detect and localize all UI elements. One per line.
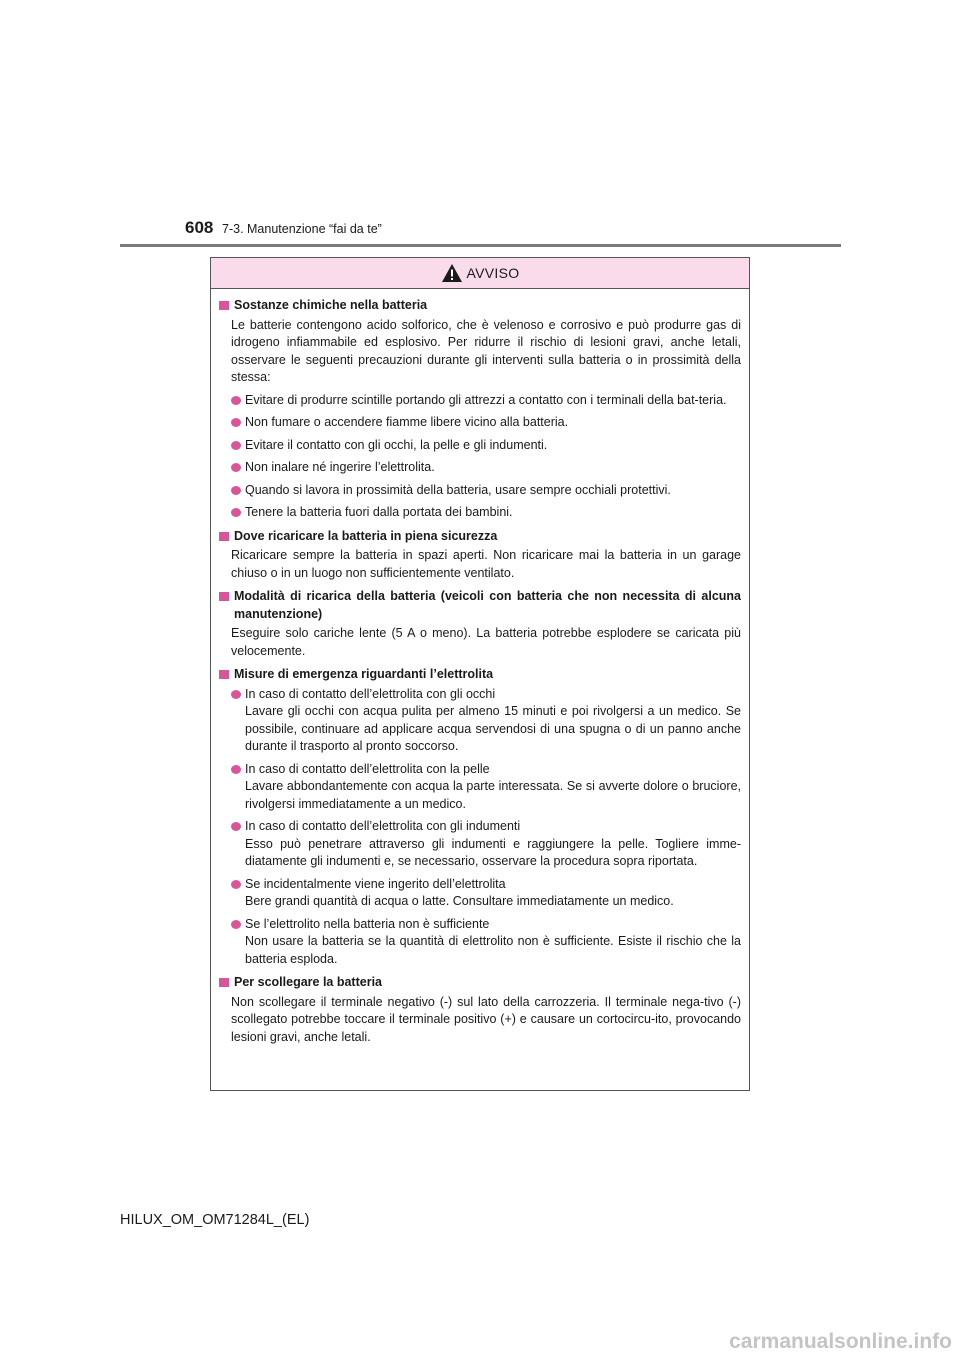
bullet-title: Se l’elettrolito nella batteria non è sufficiente <box>245 916 490 931</box>
bullet-item <box>231 818 741 871</box>
bullet-text <box>245 459 741 477</box>
section-paragraph: Non scollegare il terminale negativo (-) sul lato della carrozzeria. Il terminale nega-tivo (-) scollegato potrebbe toccare il terminale positivo (+) e causare un cortocircu-ito, provocando lesioni gravi, anche letali. <box>231 994 741 1044</box>
square-bullet-icon <box>219 978 229 987</box>
bullet-title: Non fumare o accendere fiamme libere vicino alla batteria. <box>245 415 569 429</box>
bullet-item <box>231 437 741 455</box>
section-paragraph: Ricaricare sempre la batteria in spazi aperti. Non ricaricare mai la batteria in un garage chiuso o in un luogo non sufficientemente ventilato. <box>231 548 741 580</box>
section-paragraph: Le batterie contengono acido solforico, che è velenoso e corrosivo e può produrre gas di idrogeno infiammabile ed esplosivo. Per ridurre il rischio di lesioni gravi, anche letali, osservare le seguenti precauzioni durante gli interventi sulla batteria o in prossimità della stessa: <box>231 317 741 384</box>
square-bullet-icon <box>219 592 229 601</box>
bullet-text <box>245 482 741 500</box>
circle-bullet-icon <box>231 441 241 450</box>
section-heading-text: Modalità di ricarica della batteria (veicoli con batteria che non necessita di alcuna manutenzione) <box>234 589 741 621</box>
warning-section <box>219 974 741 1046</box>
bullet-title: Non inalare né ingerire l’elettrolita. <box>245 460 435 474</box>
circle-bullet-icon <box>231 486 241 495</box>
bullet-item <box>231 686 741 756</box>
bullet-description: Esso può penetrare attraverso gli indumenti e raggiungere la pelle. Togliere imme-diatamente gli indumenti e, se necessario, osservare la procedura sopra riportata. <box>245 836 741 868</box>
bullet-item <box>231 916 741 969</box>
bullet-item <box>231 459 741 477</box>
watermark-link[interactable]: carmanualsonline.info <box>729 1330 952 1353</box>
bullet-text <box>245 916 741 969</box>
bullet-text <box>245 504 741 522</box>
page-number: 608 <box>185 218 214 237</box>
bullet-text <box>245 437 741 455</box>
section-paragraph: Eseguire solo cariche lente (5 A o meno). La batteria potrebbe esplodere se caricata più velocemente. <box>231 626 741 658</box>
section-title: 7-3. Manutenzione “fai da te” <box>222 222 382 236</box>
bullet-item <box>231 414 741 432</box>
bullet-description: Bere grandi quantità di acqua o latte. Consultare immediatamente un medico. <box>245 894 674 908</box>
warning-section <box>219 588 741 660</box>
warning-triangle-icon <box>441 263 463 283</box>
section-heading-text: Dove ricaricare la batteria in piena sicurezza <box>234 528 498 543</box>
bullet-title: In caso di contatto dell’elettrolita con gli occhi <box>245 686 496 701</box>
circle-bullet-icon <box>231 880 241 889</box>
bullet-item <box>231 482 741 500</box>
bullet-title: Evitare di produrre scintille portando gli attrezzi a contatto con i terminali della bat-teria. <box>245 392 727 407</box>
circle-bullet-icon <box>231 765 241 774</box>
section-heading <box>219 528 741 546</box>
warning-section <box>219 666 741 968</box>
circle-bullet-icon <box>231 418 241 427</box>
bullet-description: Lavare gli occhi con acqua pulita per almeno 15 minuti e poi rivolgersi a un medico. Se possibile, continuare ad applicare acqua servendosi di una spugna o di un panno anche durante il trasporto al pronto soccorso. <box>245 704 741 753</box>
warning-title: AVVISO <box>466 265 520 281</box>
bullet-text <box>245 414 741 432</box>
bullet-text <box>245 876 741 911</box>
bullet-item <box>231 876 741 911</box>
warning-box <box>210 257 750 1091</box>
bullet-item <box>231 761 741 814</box>
section-heading-text: Sostanze chimiche nella batteria <box>234 298 428 312</box>
circle-bullet-icon <box>231 396 241 405</box>
bullet-item <box>231 392 741 410</box>
bullet-description: Non usare la batteria se la quantità di elettrolito non è sufficiente. Esiste il rischio che la batteria esploda. <box>245 934 741 966</box>
circle-bullet-icon <box>231 822 241 831</box>
bullet-title: Se incidentalmente viene ingerito dell’elettrolita <box>245 876 506 891</box>
section-heading <box>219 588 741 623</box>
circle-bullet-icon <box>231 463 241 472</box>
bullet-description: Lavare abbondantemente con acqua la parte interessata. Se si avverte dolore o bruciore, rivolgersi immediatamente a un medico. <box>245 779 741 811</box>
header-divider <box>120 244 841 247</box>
bullet-list <box>219 686 741 969</box>
square-bullet-icon <box>219 532 229 541</box>
bullet-item <box>231 504 741 522</box>
bullet-title: Evitare il contatto con gli occhi, la pelle e gli indumenti. <box>245 437 548 452</box>
section-heading-text: Misure di emergenza riguardanti l’elettrolita <box>234 667 494 681</box>
section-heading <box>219 297 741 315</box>
section-heading <box>219 666 741 684</box>
section-heading-text: Per scollegare la batteria <box>234 975 382 989</box>
bullet-title: Quando si lavora in prossimità della batteria, usare sempre occhiali protettivi. <box>245 482 671 497</box>
bullet-title: In caso di contatto dell’elettrolita con gli indumenti <box>245 819 521 833</box>
square-bullet-icon <box>219 670 229 679</box>
warning-body <box>211 289 749 1046</box>
bullet-title: Tenere la batteria fuori dalla portata dei bambini. <box>245 505 513 519</box>
bullet-title: In caso di contatto dell’elettrolita con la pelle <box>245 761 490 776</box>
circle-bullet-icon <box>231 920 241 929</box>
square-bullet-icon <box>219 301 229 310</box>
bullet-text <box>245 761 741 814</box>
circle-bullet-icon <box>231 690 241 699</box>
bullet-text <box>245 686 741 756</box>
bullet-text <box>245 818 741 871</box>
warning-section <box>219 297 741 522</box>
bullet-text <box>245 392 741 410</box>
bullet-list <box>219 392 741 522</box>
circle-bullet-icon <box>231 508 241 517</box>
warning-header <box>211 258 749 289</box>
warning-section <box>219 528 741 583</box>
document-code: HILUX_OM_OM71284L_(EL) <box>120 1212 310 1228</box>
section-heading <box>219 974 741 992</box>
